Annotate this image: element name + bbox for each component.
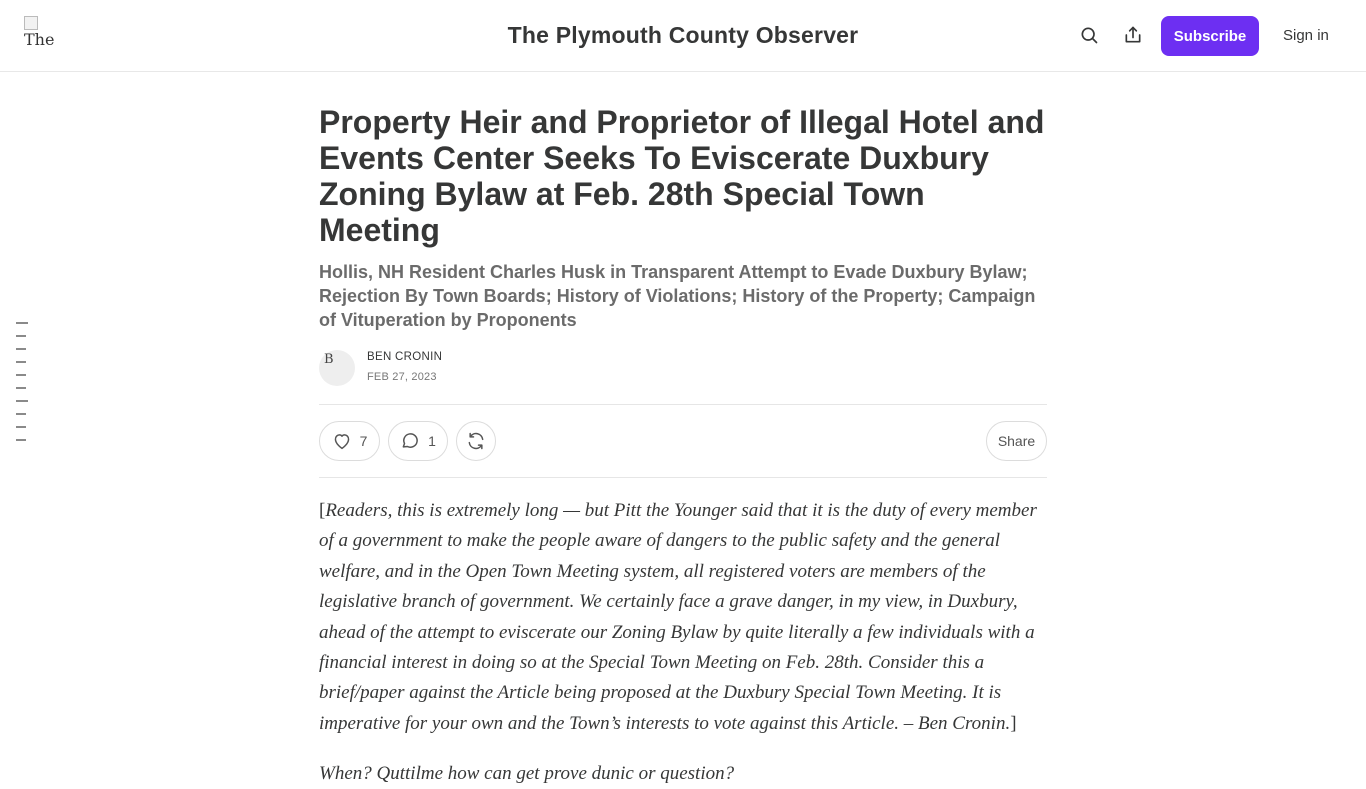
close-bracket: ] <box>1010 712 1017 734</box>
toc-line[interactable] <box>16 400 28 402</box>
logo-alt-text: The <box>24 30 55 49</box>
share-label: Share <box>997 433 1036 449</box>
like-button[interactable] <box>319 421 380 461</box>
restack-button[interactable] <box>456 421 496 461</box>
restack-icon <box>466 431 486 451</box>
publish-date: FEB 27, 2023 <box>367 371 437 383</box>
avatar[interactable] <box>319 350 355 386</box>
comment-button[interactable] <box>388 421 448 461</box>
toc-line[interactable] <box>16 413 26 415</box>
toc-line[interactable] <box>16 348 26 350</box>
share-button[interactable] <box>986 421 1047 461</box>
toc-line[interactable] <box>16 361 26 363</box>
toc-line[interactable] <box>16 322 28 324</box>
article-headline: Property Heir and Proprietor of Illegal Hotel and Events Center Seeks To Eviscerate Duxbury Zoning Bylaw at Feb. 28th Special Town Meeting <box>319 104 1045 248</box>
subscribe-button[interactable]: Subscribe <box>1161 16 1259 56</box>
toc-line[interactable] <box>16 335 26 337</box>
post-actions <box>319 404 1047 478</box>
article-subtitle: Hollis, NH Resident Charles Husk in Transparent Attempt to Evade Duxbury Bylaw; Rejection By Town Boards; History of Violations; History of the Property; Campaign of Vituperation by Proponents <box>319 262 1036 330</box>
article-intro-paragraph <box>319 496 1047 739</box>
like-count: 7 <box>359 433 368 449</box>
share-icon[interactable] <box>1120 22 1146 48</box>
toc-line[interactable] <box>16 374 26 376</box>
toc-line[interactable] <box>16 439 26 441</box>
byline <box>319 350 1047 388</box>
toc-line[interactable] <box>16 426 26 428</box>
open-bracket: [ <box>319 500 326 521</box>
intro-text: Readers, this is extremely long — but Pitt the Younger said that it is the duty of every member of a government to make the people aware of dangers to the public safety and the general welfare, and in the Open Town Meeting system, all registered voters are members of the legislative branch of government. We certainly face a grave danger, in my view, in Duxbury, ahead of the attempt to eviscerate our Zoning Bylaw by quite literally a few individuals with a financial interest in doing so at the Special Town Meeting on Feb. 28th. Consider this a brief/paper against the Article being proposed at the Duxbury Special Town Meeting. It is imperative for your own and the Town’s interests to vote against this Article. – Ben Cronin. <box>319 500 1037 734</box>
heart-icon <box>332 432 352 450</box>
next-paragraph-partial: When? Quttilme how can get prove dunic or question? <box>319 763 735 784</box>
comment-icon <box>400 431 420 451</box>
publication-title[interactable]: The Plymouth County Observer <box>507 22 859 48</box>
comment-count: 1 <box>428 433 436 449</box>
article <box>319 104 1047 784</box>
toc-line[interactable] <box>16 387 26 389</box>
avatar-alt-text: B <box>324 352 334 367</box>
sign-in-link[interactable]: Sign in <box>1283 27 1329 44</box>
top-bar <box>0 0 1366 72</box>
search-icon[interactable] <box>1076 22 1102 48</box>
table-of-contents[interactable] <box>16 322 30 452</box>
author-name[interactable]: BEN CRONIN <box>367 351 443 363</box>
